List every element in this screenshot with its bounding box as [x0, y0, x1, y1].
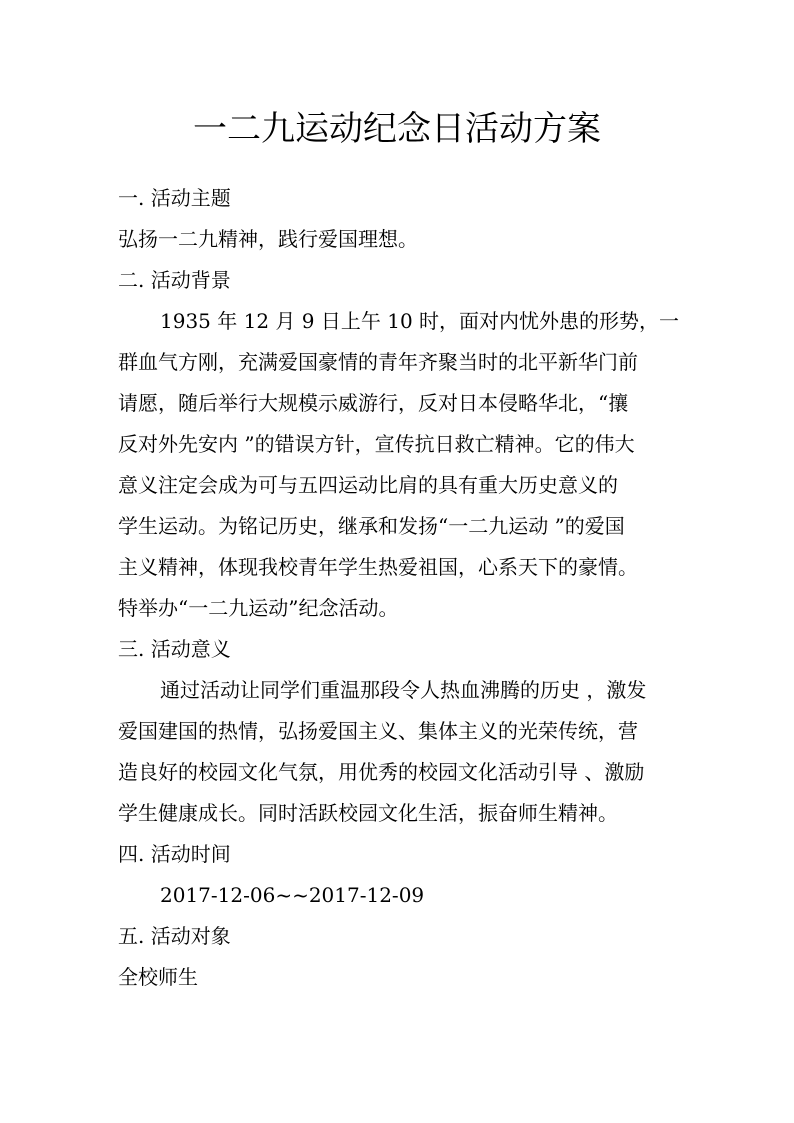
- section-heading-theme: 一. 活动主题: [118, 186, 231, 210]
- section-text-line: 反对外先安内 ”的错误方针，宣传抗日救亡精神。它的伟大: [118, 432, 635, 456]
- section-text-line: 通过活动让同学们重温那段令人热血沸腾的历史 ，激发: [160, 678, 647, 702]
- document-title: 一二九运动纪念日活动方案: [193, 109, 601, 149]
- section-text-line: 1935 年 12 月 9 日上午 10 时，面对内忧外患的形势，一: [160, 309, 680, 333]
- document-body: [118, 178, 698, 998]
- section-text-line: 学生运动。为铭记历史，继承和发扬“一二九运动 ”的爱国: [118, 514, 625, 538]
- section-text-line: 主义精神，体现我校青年学生热爱祖国，心系天下的豪情。: [118, 555, 638, 579]
- section-text-line: 全校师生: [118, 965, 198, 989]
- section-text-line: 2017-12-06~~2017-12-09: [160, 883, 425, 907]
- section-text-line: 造良好的校园文化气氛，用优秀的校园文化活动引导 、激励: [118, 760, 645, 784]
- section-heading-significance: 三. 活动意义: [118, 637, 231, 661]
- section-text-line: 爱国建国的热情，弘扬爱国主义、集体主义的光荣传统，营: [118, 719, 638, 743]
- section-text-line: 特举办“一二九运动”纪念活动。: [118, 596, 399, 620]
- section-text-line: 请愿，随后举行大规模示威游行，反对日本侵略华北，“攘: [118, 391, 629, 415]
- section-text-line: 弘扬一二九精神，践行爱国理想。: [118, 227, 418, 251]
- section-text-line: 群血气方刚，充满爱国豪情的青年齐聚当时的北平新华门前: [118, 350, 638, 374]
- section-text-line: 意义注定会成为可与五四运动比肩的具有重大历史意义的: [118, 473, 618, 497]
- section-heading-time: 四. 活动时间: [118, 842, 231, 866]
- section-text-line: 学生健康成长。同时活跃校园文化生活，振奋师生精神。: [118, 801, 618, 825]
- section-heading-audience: 五. 活动对象: [118, 924, 231, 948]
- section-heading-background: 二. 活动背景: [118, 268, 231, 292]
